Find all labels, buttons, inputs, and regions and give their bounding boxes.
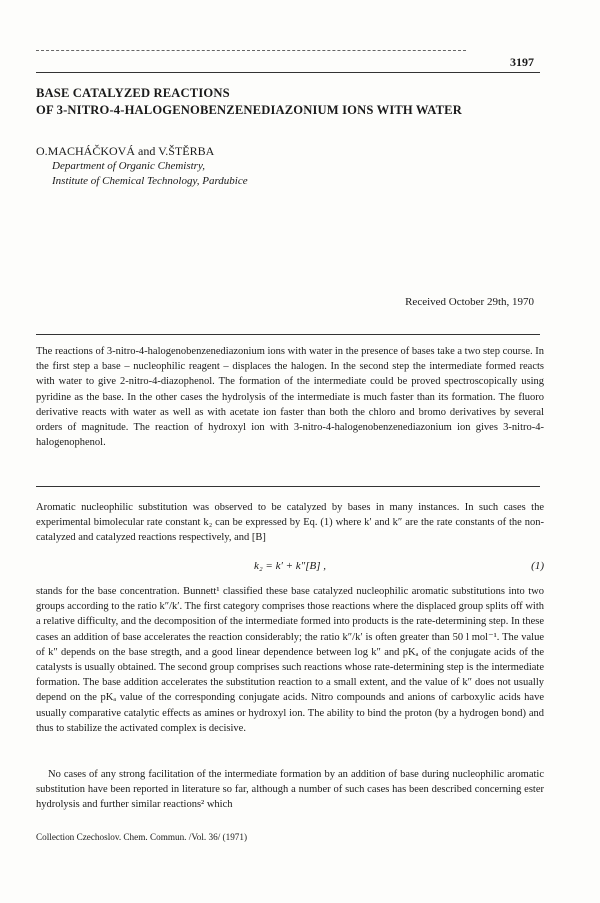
page-number: 3197 [510, 55, 534, 69]
article-title-line-2: OF 3-NITRO-4-HALOGENOBENZENEDIAZONIUM IONS WITH WATER [36, 103, 462, 117]
equation-1 [36, 560, 544, 576]
affiliation-line-1: Department of Organic Chemistry, [52, 160, 205, 172]
body-paragraph-2: stands for the base concentration. Bunnett¹ classified these base catalyzed nucleophilic aromatic substitutions into two groups according to the ratio k″/k′. The first category comprises those reactions where the displaced group splits off with a relative difficulty, and the decomposition of the intermediate formed into products is the rate-determining step. In these cases an addition of base accelerates the reaction considerably; the ratio k″/k′ is often greater than 50 l mol⁻¹. The value of k″ depends on the base stregth, and a good linear dependence between log k″ and pKₐ of the conjugate acids of the catalysts is usually obtained. The second group comprises such reactions whose rate-determining step is the intermediate formation. The base addition accelerates the substitution reaction to a small extent, and the value of k″ does not usually depend on the pKₐ value of the corresponding conjugate acids. Nitro compounds and anions of carboxylic acids have usually comparative catalytic effects as amines or hydroxyl ion. The ability to bind the proton (by a hydrogen bond) and thus to stabilize the activated complex is decisive. [36, 586, 544, 734]
body-paragraph-1: Aromatic nucleophilic substitution was observed to be catalyzed by bases in many instances. In such cases the experimental bimolecular rate constant k₂ can be expressed by Eq. (1) where k′ and k″ are the rate constants of the non-catalyzed and catalyzed reactions respectively, and [B] [36, 502, 544, 544]
equation-formula: k₂ = k′ + k″[B] , [253, 560, 327, 572]
abstract: The reactions of 3-nitro-4-halogenobenzenediazonium ions with water in the presence of bases take a two step course. In the first step a base – nucleophilic reagent – displaces the halogen. In the second step the intermediate formed reacts with water to give 2-nitro-4-diazophenol. The formation of the intermediate could be proved spectroscopically using pyridine as the base. In the other cases the hydrolysis of the intermediate is much faster than its formation. The fluoro derivative reacts with water as well as with acetate ion faster than both the chloro and bromo derivatives by several orders of magnitude. The reaction of hydroxyl ion with 3-nitro-4-halogenobenzenediazonium ion gives 3-nitro-4-halogenophenol. [36, 346, 544, 449]
affiliation-line-2: Institute of Chemical Technology, Pardubice [52, 175, 248, 187]
article-title-line-1: BASE CATALYZED REACTIONS [36, 86, 230, 100]
header-rule [36, 72, 540, 73]
received-date: Received October 29th, 1970 [405, 296, 534, 308]
header-rule-dashed [36, 50, 466, 51]
body-paragraph-3: No cases of any strong facilitation of the intermediate formation by an addition of base during nucleophilic aromatic substitution have been reported in literature so far, although a number of such cases has been described concerning ester hydrolysis and further similar reactions² which [36, 769, 544, 811]
journal-footer: Collection Czechoslov. Chem. Commun. /Vol. 36/ (1971) [36, 832, 248, 842]
equation-number: (1) [531, 560, 544, 572]
abstract-bottom-rule [36, 486, 540, 487]
abstract-top-rule [36, 334, 540, 335]
authors: O.MACHÁČKOVÁ and V.ŠTĚRBA [36, 144, 215, 158]
